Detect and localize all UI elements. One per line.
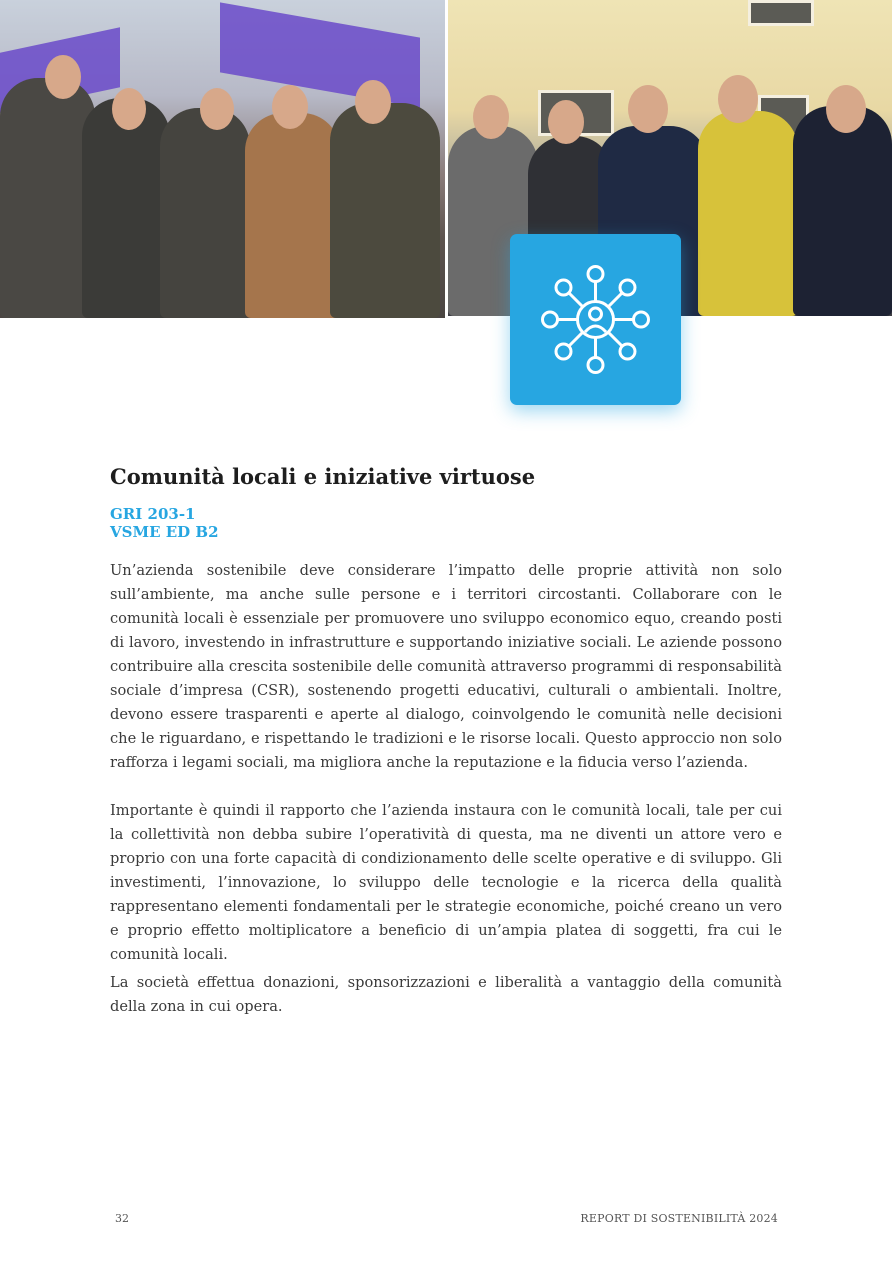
community-network-icon bbox=[538, 262, 653, 377]
paragraph-1: Un’azienda sostenibile deve considerare l’impatto delle proprie attività non solo sull’ambiente, ma anche sulle persone e i territori circostanti. Collaborare con le comunità locali è essenziale per promuovere uno sviluppo economico equo, creando posti di lavoro, investendo in infrastrutture e supportando iniziative sociali. Le aziende possono contribuire alla crescita sostenibile delle comunità attraverso programmi di responsabilità sociale d’impresa (CSR), sostenendo progetti educativi, culturali o ambientali. Inoltre, devono essere trasparenti e aperte al dialogo, coinvolgendo le comunità nelle decisioni che le riguardano, e rispettando le tradizioni e le risorse locali. Questo approccio non solo rafforza i legami sociali, ma migliora anche la reputazione e la fiducia verso l’azienda. bbox=[110, 562, 782, 771]
photo-team-left bbox=[0, 0, 445, 318]
paragraph-2: Importante è quindi il rapporto che l’azienda instaura con le comunità locali, tale per cui la collettività non debba subire l’operatività di questa, ma ne diventi un attore vero e proprio con una forte capacità di condizionamento delle scelte operative e di sviluppo. Gli investimenti, l’innovazione, lo sviluppo delle tecnologie e la ricerca della qualità rappresentano elementi fondamentali per le strategie economiche, poiché creano un vero e proprio effetto moltiplicatore a beneficio di un’ampia platea di soggetti, fra cui le comunità locali. bbox=[110, 802, 782, 963]
section-title: Comunità locali e iniziative virtuose bbox=[110, 464, 536, 489]
gri-references bbox=[110, 505, 219, 541]
paragraph-3: La società effettua donazioni, sponsorizzazioni e liberalità a vantaggio della comunità della zona in cui opera. bbox=[110, 974, 782, 1015]
page-number: 32 bbox=[115, 1212, 129, 1225]
vsme-code: VSME ED B2 bbox=[110, 523, 219, 541]
community-network-icon-box bbox=[510, 234, 681, 405]
report-title: REPORT DI SOSTENIBILITÀ 2024 bbox=[580, 1212, 778, 1225]
gri-code: GRI 203-1 bbox=[110, 505, 196, 523]
